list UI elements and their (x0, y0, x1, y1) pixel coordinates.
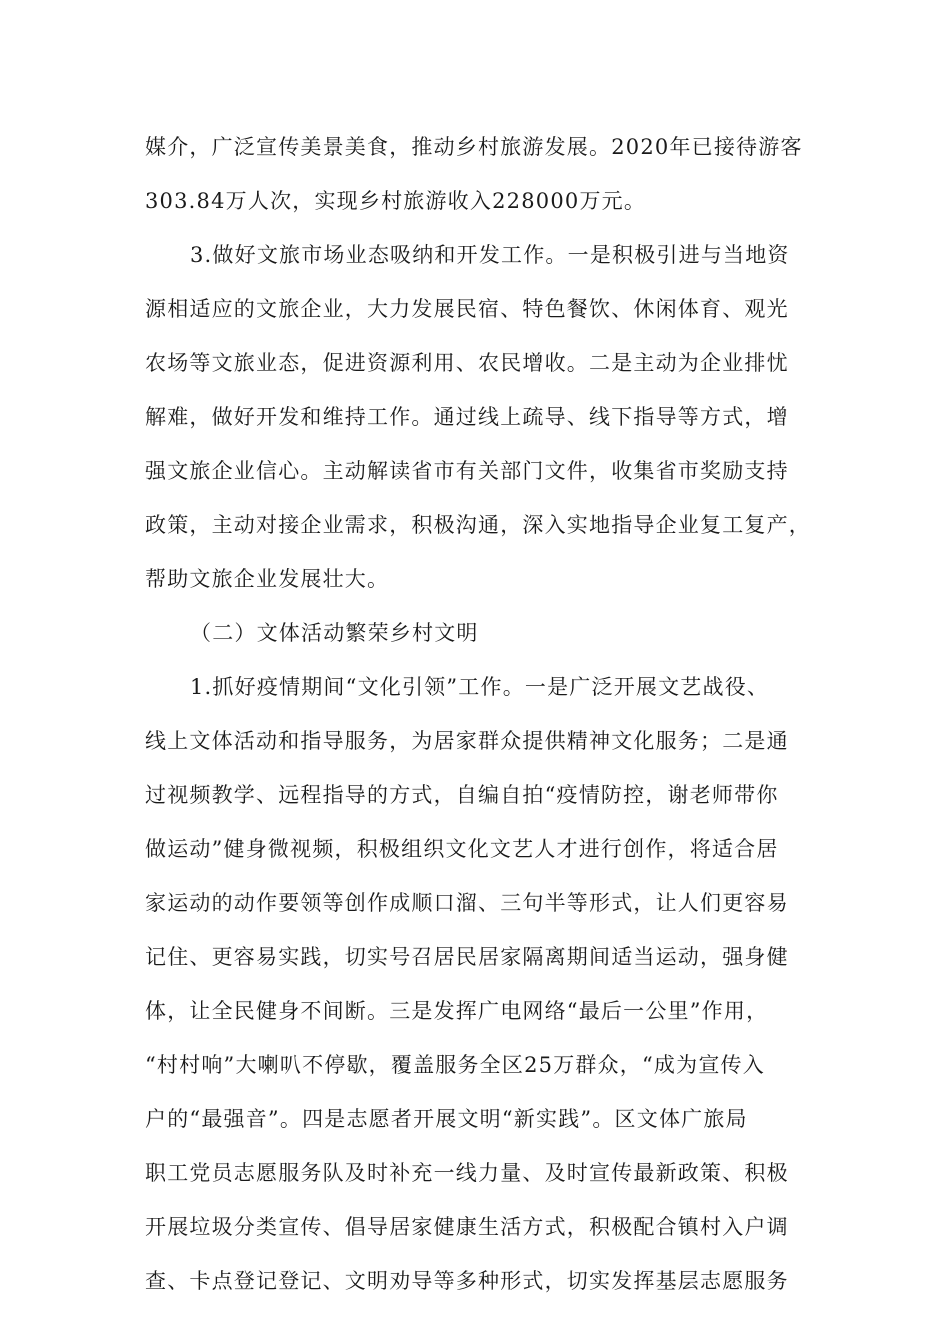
text-line: 帮助文旅企业发展壮大。 (145, 567, 390, 591)
text-line: 解难，做好开发和维持工作。通过线上疏导、线下指导等方式，增 (145, 405, 789, 429)
text-line: 媒介，广泛宣传美景美食，推动乡村旅游发展。2020年已接待游客 (145, 135, 803, 159)
text-line: 政策，主动对接企业需求，积极沟通，深入实地指导企业复工复产， (145, 513, 811, 537)
text-line: 303.84万人次，实现乡村旅游收入228000万元。 (145, 189, 647, 213)
text-line: 记住、更容易实践，切实号召居民居家隔离期间适当运动，强身健 (145, 945, 789, 969)
text-line: 源相适应的文旅企业，大力发展民宿、特色餐饮、休闲体育、观光 (145, 297, 789, 321)
text-line: 过视频教学、远程指导的方式，自编自拍“疫情防控，谢老师带你 (145, 783, 779, 807)
section-heading: （二）文体活动繁荣乡村文明 (190, 621, 479, 645)
text-line: 查、卡点登记登记、文明劝导等多种形式，切实发挥基层志愿服务 (145, 1269, 789, 1293)
paragraph-start-line: 3.做好文旅市场业态吸纳和开发工作。一是积极引进与当地资 (190, 243, 790, 267)
text-line: 开展垃圾分类宣传、倡导居家健康生活方式，积极配合镇村入户调 (145, 1215, 789, 1239)
paragraph-start-line: 1.抓好疫情期间“文化引领”工作。一是广泛开展文艺战役、 (190, 675, 770, 699)
text-line: 农场等文旅业态，促进资源利用、农民增收。二是主动为企业排忧 (145, 351, 789, 375)
text-line: 强文旅企业信心。主动解读省市有关部门文件，收集省市奖励支持 (145, 459, 789, 483)
text-line: 家运动的动作要领等创作成顺口溜、三句半等形式，让人们更容易 (145, 891, 789, 915)
text-line: 职工党员志愿服务队及时补充一线力量、及时宣传最新政策、积极 (145, 1161, 789, 1185)
text-line: 体，让全民健身不间断。三是发挥广电网络“最后一公里”作用， (145, 999, 769, 1023)
text-line: 户的“最强音”。四是志愿者开展文明“新实践”。区文体广旅局 (145, 1107, 748, 1131)
text-line: 做运动”健身微视频，积极组织文化文艺人才进行创作，将适合居 (145, 837, 779, 861)
text-line: “村村响”大喇叭不停歇，覆盖服务全区25万群众，“成为宣传入 (145, 1053, 765, 1077)
text-line: 线上文体活动和指导服务，为居家群众提供精神文化服务；二是通 (145, 729, 789, 753)
